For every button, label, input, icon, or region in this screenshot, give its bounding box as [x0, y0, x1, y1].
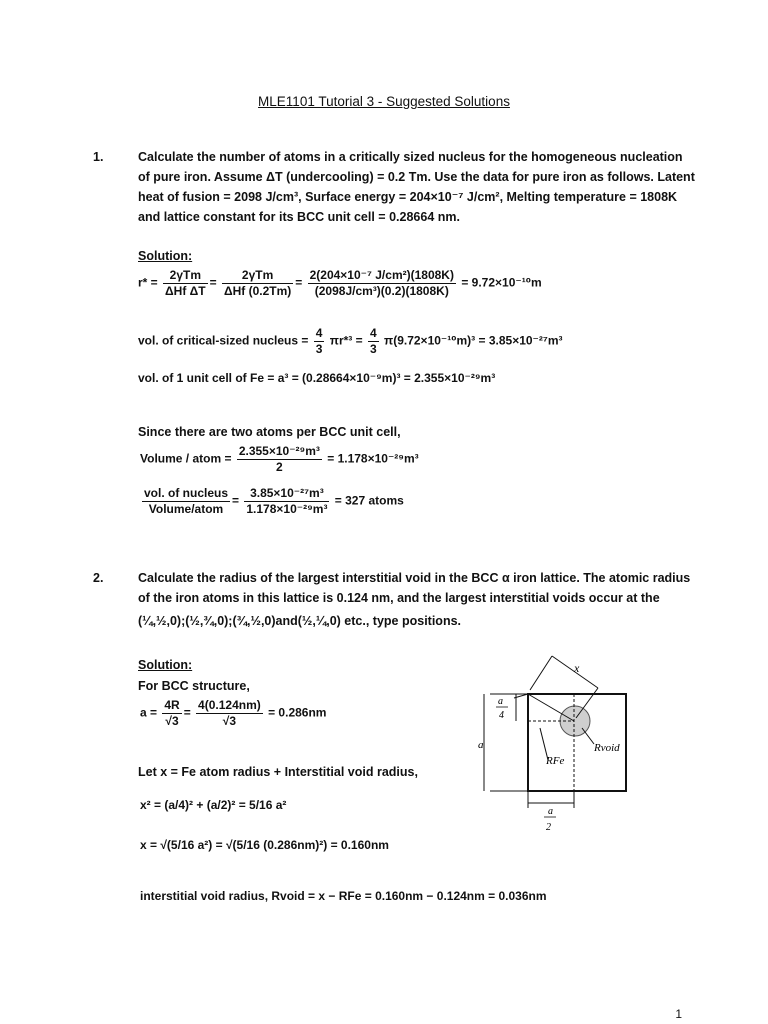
- question-1-number: 1.: [93, 150, 104, 164]
- equation-x-squared: x² = (a/4)² + (a/2)² = 5/16 a²: [140, 798, 287, 812]
- eq-atom-lhs: Volume / atom =: [140, 451, 232, 466]
- let-x-text: Let x = Fe atom radius + Interstitial void radius,: [138, 765, 418, 779]
- question-2-number: 2.: [93, 571, 104, 585]
- question-1-line-2: of pure iron. Assume ΔT (undercooling) = 0.2 Tm. Use the data for pure iron as follows. Latent: [138, 170, 695, 184]
- eq-atom-fraction: $\frac{\text{2.355×10⁻²⁹m³}}{2}$: [238, 444, 320, 474]
- equation-unit-cell-volume: vol. of 1 unit cell of Fe = a³ = (0.28664×10⁻⁹m)³ = 2.355×10⁻²⁹m³: [138, 371, 496, 385]
- question-1-line-4: and lattice constant for its BCC unit cell = 0.28664 nm.: [138, 210, 460, 224]
- eq-vol-fraction-1: $\frac{4}{3}$: [315, 326, 323, 356]
- label-rvoid: Rvoid: [594, 742, 620, 754]
- eq-count-fraction-1: $\frac{\text{vol. of nucleus}}{\text{Volume/atom}}$: [144, 486, 229, 516]
- solution-1-label: Solution:: [138, 249, 193, 263]
- label-a4-den: 4: [499, 710, 504, 721]
- equation-void-radius: interstitial void radius, Rvoid = x − RFe = 0.160nm − 0.124nm = 0.036nm: [140, 889, 547, 903]
- eq-r-fraction-3: $\frac{\text{2(204×10⁻⁷ J/cm²)(1808K)}}{\text{(2098J/cm³)(0.2)(1808K)}}$: [309, 268, 454, 298]
- question-1-line-3: heat of fusion = 2098 J/cm³, Surface energy = 204×10⁻⁷ J/cm², Melting temperature = 1808K: [138, 190, 678, 204]
- eq-vol-mid: πr*³ =: [329, 333, 363, 348]
- eq-vol-rest: π(9.72×10⁻¹⁰m)³ = 3.85×10⁻²⁷m³: [384, 333, 563, 348]
- eq-vol-fraction-2: $\frac{4}{3}$: [369, 326, 377, 356]
- eq-r-fraction-2: $\frac{\text{2γTm}}{\text{ΔHf (0.2Tm)}}$: [223, 268, 292, 298]
- x-diagonal: [528, 694, 574, 721]
- question-2-line-3: (¼,½,0);(½,¾,0);(¾,½,0)and(½,¼,0) etc., type positions.: [138, 614, 461, 628]
- bcc-structure-text: For BCC structure,: [138, 679, 250, 693]
- eq-count-result: = 327 atoms: [334, 493, 404, 508]
- equation-critical-radius: r* = $\frac{\text{2γTm}}{\text{ΔHf ΔT}}$ = $\frac{\text{2γTm}}{\text{ΔHf (0.2Tm)}}$ = $\frac{\text{2(204×10⁻⁷ J/cm²)(1808K)}}{\text{(2098J/cm³)(0.2)(1808K)}}$ = 9.72×10⁻¹⁰m: [138, 268, 542, 298]
- equation-atom-count: $\frac{\text{vol. of nucleus}}{\text{Volume/atom}}$ = $\frac{\text{3.85×10⁻²⁷m³}}{\text{1.178×10⁻²⁹m³}}$ = 327 atoms: [144, 486, 404, 516]
- equation-x: x = √(5/16 a²) = √(5/16 (0.286nm)²) = 0.160nm: [140, 838, 389, 852]
- label-x: x: [574, 661, 580, 675]
- question-1-line-1: Calculate the number of atoms in a critically sized nucleus for the homogeneous nucleation: [138, 150, 683, 164]
- x-extension-left: [530, 656, 552, 690]
- page-title: MLE1101 Tutorial 3 - Suggested Solutions: [258, 94, 510, 109]
- label-a2-den: 2: [546, 822, 551, 833]
- label-a2-num: a: [548, 806, 553, 817]
- equation-lattice-constant: a = $\frac{4R}{√3}$ = $\frac{4(0.124nm)}{√3}$ = 0.286nm: [140, 698, 327, 728]
- eq-atom-result: = 1.178×10⁻²⁹m³: [327, 451, 419, 466]
- eq-vol-label: vol. of critical-sized nucleus =: [138, 333, 309, 348]
- eq-a-fraction-1: $\frac{4R}{√3}$: [164, 698, 180, 728]
- label-rfe: RFe: [546, 755, 565, 767]
- eq-r-fraction-1: $\frac{\text{2γTm}}{\text{ΔHf ΔT}}$: [165, 268, 206, 298]
- eq-count-fraction-2: $\frac{\text{3.85×10⁻²⁷m³}}{\text{1.178×10⁻²⁹m³}}$: [246, 486, 328, 516]
- page-number: 1: [675, 1007, 682, 1021]
- question-2-line-1: Calculate the radius of the largest interstitial void in the BCC α iron lattice. The atomic radius: [138, 571, 691, 585]
- eq-r-lhs: r* =: [138, 275, 158, 290]
- label-a: a: [478, 739, 484, 751]
- label-a4-num: a: [498, 696, 503, 707]
- equation-nucleus-volume: [138, 326, 563, 357]
- eq-a-lhs: a =: [140, 705, 158, 720]
- eq-r-result: = 9.72×10⁻¹⁰m: [461, 275, 542, 290]
- question-2-line-2: of the iron atoms in this lattice is 0.124 nm, and the largest interstitial voids occur at the: [138, 591, 660, 605]
- eq-a-fraction-2: $\frac{4(0.124nm)}{√3}$: [198, 698, 261, 728]
- rvoid-leader: [582, 728, 594, 744]
- bcc-void-diagram: [470, 648, 640, 838]
- solution-2-label: Solution:: [138, 658, 193, 672]
- since-text: Since there are two atoms per BCC unit cell,: [138, 425, 401, 439]
- equation-volume-per-atom: [140, 444, 419, 475]
- eq-a-result: = 0.286nm: [268, 705, 327, 720]
